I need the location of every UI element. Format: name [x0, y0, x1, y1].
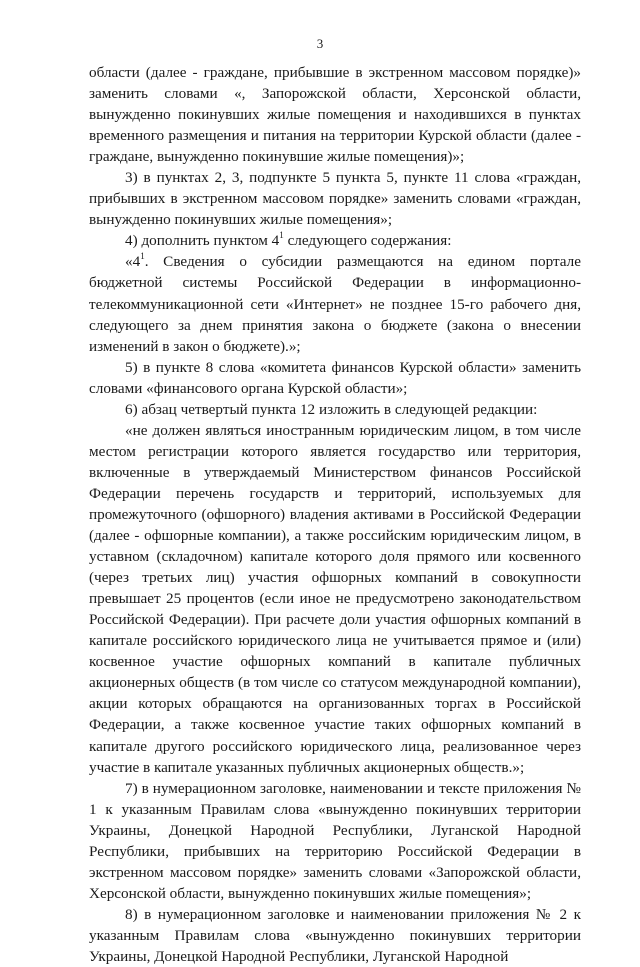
paragraph-item-7: 7) в нумерационном заголовке, наименовании и тексте приложения № 1 к указанным Правилам слова «вынужденно покинувших территории Украины, Донецкой Народной Республики, Луганской Народной Республики, прибывших на территорию Российской Федерации в экстренном массовом порядке» заменить словами «Запорожской области, Херсонской области, вынужденно покинувших жилые помещения»; — [89, 779, 581, 902]
document-body — [89, 62, 581, 967]
paragraph-quoted-text: «не должен являться иностранным юридическим лицом, в том числе местом регистрации которого является государство или территория, включенные в утверждаемый Министерством финансов Российской Федерации перечень государств и территорий, используемых для промежуточного (офшорного) владения активами в Российской Федерации (далее - офшорные компании), а также российским юридическим лицом, в уставном (складочном) капитале которого доля прямого или косвенного (через третьих лиц) участия офшорных компаний в совокупности превышает 25 процентов (если иное не предусмотрено законодательством Российской Федерации). При расчете доли участия офшорных компаний в капитале российского юридического лица не учитывается прямое и (или) косвенное участие офшорных компаний в капитале публичных акционерных обществ (в том числе со статусом международной компании), акции которых обращаются на организованных торгах в Российской Федерации, а также косвенное участие таких офшорных компаний в капитале другого российского юридического лица, реализованное через участие в капитале указанных публичных акционерных обществ.»; — [89, 421, 581, 776]
paragraph-item-3: 3) в пунктах 2, 3, подпункте 5 пункта 5, пункте 11 слова «граждан, прибывших в экстренном массовом порядке» заменить словами «граждан, вынужденно покинувших жилые помещения»; — [89, 169, 581, 229]
paragraph-item-4 — [89, 230, 581, 251]
page-number: 3 — [316, 36, 324, 51]
paragraph-item-4-text: 4) дополнить пунктом 4 — [125, 232, 280, 250]
paragraph-continuation: области (далее - граждане, прибывшие в экстренном массовом порядке)» заменить словами «, Запорожской области, Херсонской области, вынужденно покинувших жилые помещения и находившихся в пунктах временного размещения и питания на территории Курской области (далее - граждане, вынужденно покинувшие жилые помещения)»; — [89, 64, 581, 166]
paragraph-item-8: 8) в нумерационном заголовке и наименовании приложения № 2 к указанным Правилам слова «вынужденно покинувших территории Украины, Донецкой Народной Республики, Луганской Народной — [89, 905, 581, 965]
paragraph-item-6: 6) абзац четвертый пункта 12 изложить в следующей редакции: — [125, 400, 538, 418]
paragraph-new-point-41 — [89, 251, 581, 356]
paragraph-new-point-41-text: . Сведения о субсидии размещаются на едином портале бюджетной системы Российской Федерации в информационно-телекоммуникационной сети «Интернет» не позднее 15-го рабочего дня, следующего за днем принятия закона о бюджете (закона о внесении изменений в закон о бюджете).»; — [89, 253, 581, 355]
superscript-mark: 1 — [140, 251, 145, 262]
paragraph-new-point-41-lead: «4 — [125, 253, 141, 271]
superscript-mark: 1 — [279, 230, 284, 241]
paragraph-item-5: 5) в пункте 8 слова «комитета финансов Курской области» заменить словами «финансового органа Курской области»; — [89, 358, 581, 397]
paragraph-item-4-tail: следующего содержания: — [283, 232, 452, 250]
